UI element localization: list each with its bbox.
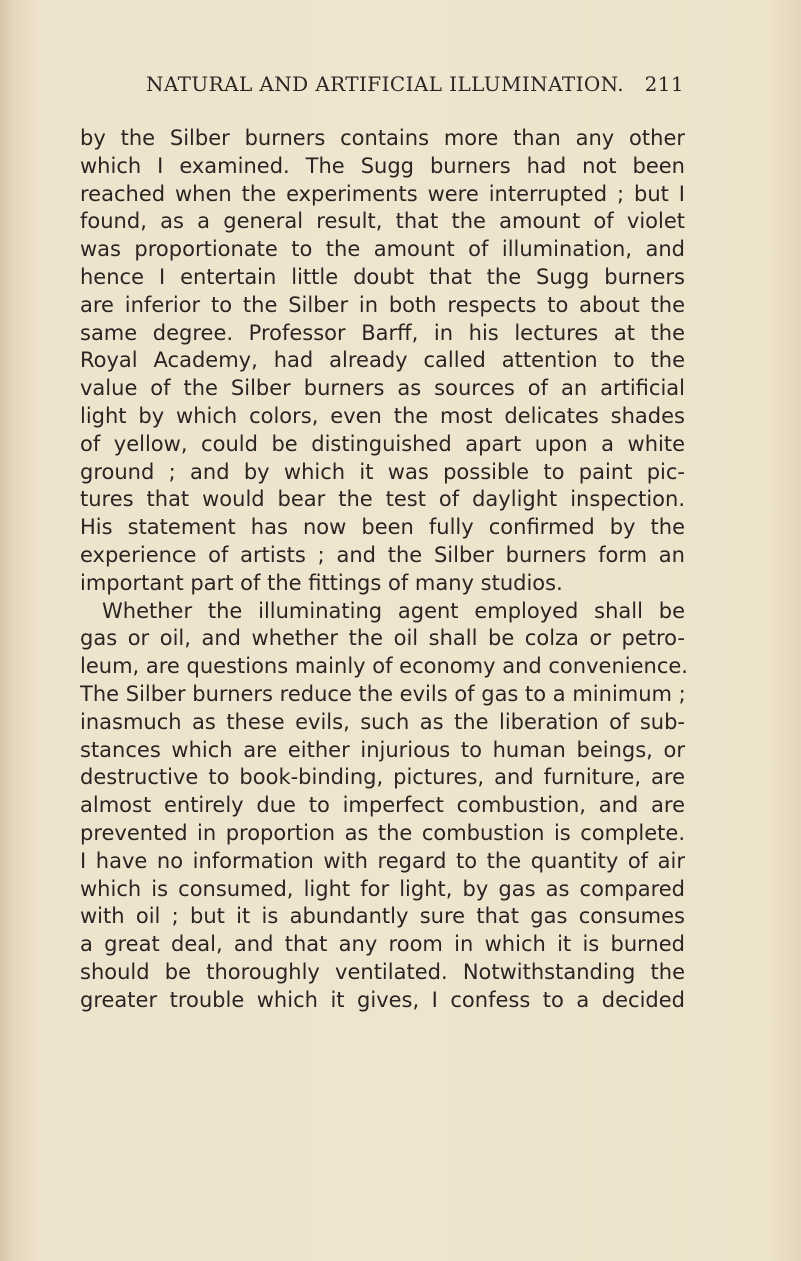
text-line: greater trouble which it gives, I confess to a decided — [80, 987, 685, 1012]
text-line: found, as a general result, that the amount of violet — [80, 209, 685, 234]
text-line: His statement has now been fully confirmed by the — [80, 515, 685, 540]
text-line: hence I entertain little doubt that the Sugg burners — [80, 264, 685, 289]
text-line: The Silber burners reduce the evils of gas to a minimum ; — [80, 681, 686, 706]
text-line: tures that would bear the test of daylight inspection. — [80, 487, 685, 512]
text-line: ground ; and by which it was possible to paint pic- — [80, 459, 685, 484]
text-line: a great deal, and that any room in which it is burned — [80, 932, 685, 957]
text-line: I have no information with regard to the quantity of air — [80, 848, 685, 873]
text-line: reached when the experiments were interrupted ; but I — [80, 181, 685, 206]
text-line: which I examined. The Sugg burners had not been — [80, 153, 685, 178]
paragraph-start-line: Whether the illuminating agent employed shall be — [102, 598, 685, 623]
text-line: gas or oil, and whether the oil shall be colza or petro- — [80, 626, 685, 651]
text-line: destructive to book-binding, pictures, and furniture, are — [80, 765, 685, 790]
text-line: should be thoroughly ventilated. Notwithstanding the — [80, 959, 685, 984]
text-line: prevented in proportion as the combustion is complete. — [80, 820, 685, 845]
text-line: inasmuch as these evils, such as the liberation of sub- — [80, 709, 685, 734]
paragraph-end-line: important part of the fittings of many studios. — [80, 570, 563, 595]
text-line: by the Silber burners contains more than any other — [80, 126, 685, 150]
text-line: are inferior to the Silber in both respects to about the — [80, 292, 685, 317]
text-line: of yellow, could be distinguished apart upon a white — [80, 431, 685, 456]
text-line: experience of artists ; and the Silber burners form an — [80, 542, 685, 567]
text-line: was proportionate to the amount of illumination, and — [80, 237, 685, 262]
text-line: same degree. Professor Barff, in his lectures at the — [80, 320, 685, 345]
running-head — [146, 72, 684, 102]
text-line: with oil ; but it is abundantly sure that gas consumes — [80, 904, 685, 929]
page-number: 211 — [644, 72, 684, 96]
text-line: leum, are questions mainly of economy and convenience. — [80, 654, 688, 679]
text-line: stances which are either injurious to human beings, or — [80, 737, 685, 762]
text-line: value of the Silber burners as sources of an artificial — [80, 376, 685, 401]
text-line: Royal Academy, had already called attention to the — [80, 348, 685, 373]
text-line: almost entirely due to imperfect combustion, and are — [80, 793, 685, 818]
text-line: light by which colors, even the most delicates shades — [80, 403, 685, 428]
body-text — [80, 125, 688, 1015]
running-head-title: NATURAL AND ARTIFICIAL ILLUMINATION. — [146, 72, 625, 96]
text-line: which is consumed, light for light, by gas as compared — [80, 876, 685, 901]
